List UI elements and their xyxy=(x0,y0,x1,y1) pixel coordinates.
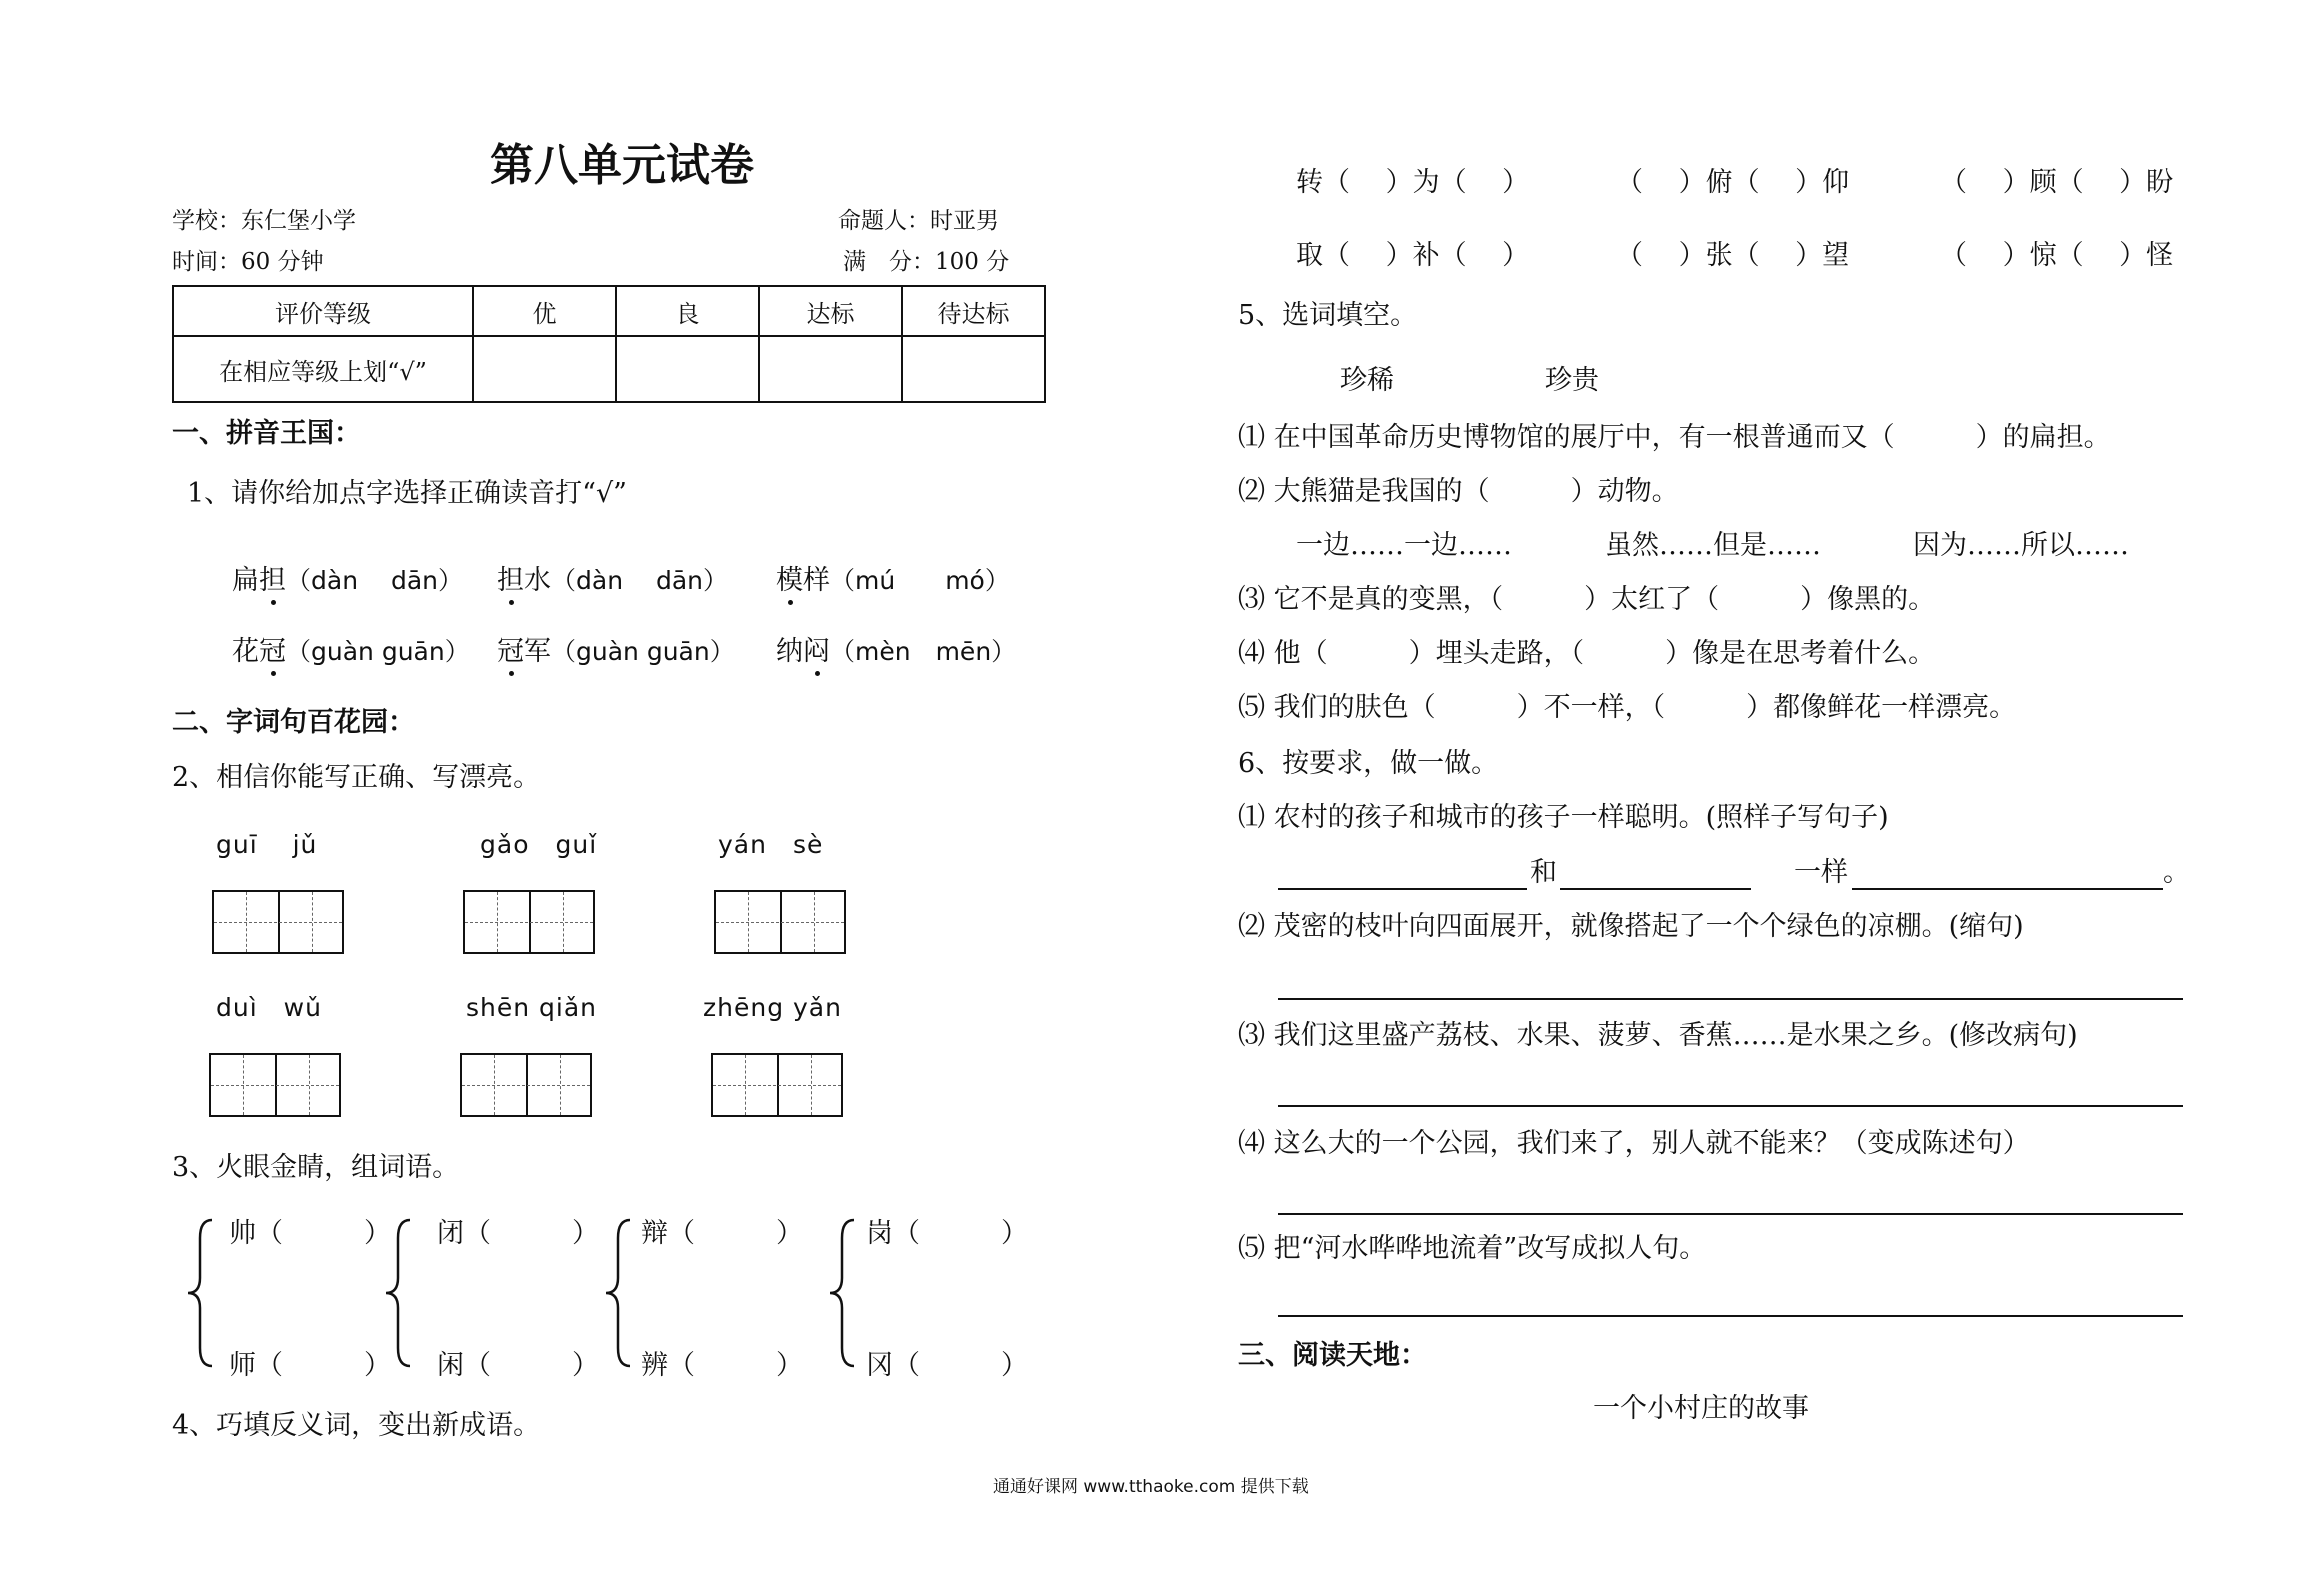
pinyin-item-3: 模样（mú mó） xyxy=(776,565,1010,596)
brace-icon xyxy=(828,1218,858,1368)
grade-header-needs-work: 待达标 xyxy=(902,286,1045,336)
grade-cell-pass[interactable] xyxy=(759,336,902,402)
grade-header-label: 评价等级 xyxy=(173,286,473,336)
section3-title: 三、阅读天地： xyxy=(1238,1340,1427,1371)
word-choice-2: 珍贵 xyxy=(1545,365,1599,396)
word-pair-3-bottom[interactable]: 辨（ ） xyxy=(641,1350,803,1381)
answer-line[interactable] xyxy=(1560,888,1751,890)
dotted-char: 担 xyxy=(259,565,286,596)
section2-title: 二、字词句百花园： xyxy=(172,707,415,738)
idiom-4[interactable]: 取（ ）补（ ） xyxy=(1296,240,1530,271)
question-5-2[interactable]: ⑵ 大熊猫是我国的（ ）动物。 xyxy=(1238,476,1679,507)
grid-pinyin-4: duì wǔ xyxy=(216,993,322,1022)
question-2: 2、相信你能写正确、写漂亮。 xyxy=(172,762,541,793)
writing-grid[interactable] xyxy=(714,890,846,954)
writing-grid[interactable] xyxy=(209,1053,341,1117)
writing-grid[interactable] xyxy=(460,1053,592,1117)
footer-credit: 通通好课网 www.tthaoke.com 提供下载 xyxy=(993,1477,1309,1497)
conjunction-choice-3: 因为……所以…… xyxy=(1913,530,2129,561)
dotted-char: 闷 xyxy=(803,636,830,667)
grade-header-excellent: 优 xyxy=(473,286,616,336)
pinyin-options[interactable]: （mèn mēn） xyxy=(830,637,1017,666)
word-pair-3-top[interactable]: 辩（ ） xyxy=(641,1218,803,1249)
idiom-6[interactable]: （ ）惊（ ）怪 xyxy=(1940,240,2174,271)
answer-line[interactable] xyxy=(1278,1315,2183,1317)
idiom-2[interactable]: （ ）俯（ ）仰 xyxy=(1616,167,1850,198)
answer-line[interactable] xyxy=(1278,1105,2183,1107)
word-pair-4-top[interactable]: 岗（ ） xyxy=(866,1218,1028,1249)
question-6-2: ⑵ 茂密的枝叶向四面展开，就像搭起了一个个绿色的凉棚。(缩句) xyxy=(1238,911,2024,942)
writing-grid[interactable] xyxy=(711,1053,843,1117)
answer-line[interactable] xyxy=(1278,998,2183,1000)
pinyin-options[interactable]: （mú mó） xyxy=(830,566,1010,595)
grade-cell-excellent[interactable] xyxy=(473,336,616,402)
brace-icon xyxy=(604,1218,634,1368)
question-6-5: ⑸ 把“河水哗哗地流着”改写成拟人句。 xyxy=(1238,1233,1707,1264)
question-5: 5、选词填空。 xyxy=(1238,300,1418,331)
question-6-4: ⑷ 这么大的一个公园，我们来了，别人就不能来？（变成陈述句） xyxy=(1238,1128,2030,1159)
sentence-word-he: 和 xyxy=(1530,857,1557,888)
school-label: 学校：东仁堡小学 xyxy=(172,208,356,234)
answer-line[interactable] xyxy=(1278,888,1527,890)
grid-pinyin-2: gǎo guǐ xyxy=(480,830,598,859)
conjunction-choice-1: 一边……一边…… xyxy=(1296,530,1512,561)
grid-pinyin-1: guī jǔ xyxy=(216,830,318,859)
word-pair-1-bottom[interactable]: 师（ ） xyxy=(229,1350,391,1381)
brace-icon xyxy=(186,1218,216,1368)
grade-cell-good[interactable] xyxy=(616,336,759,402)
word-pair-1-top[interactable]: 帅（ ） xyxy=(229,1218,391,1249)
dotted-char: 冠 xyxy=(497,636,524,667)
grade-cell-needs-work[interactable] xyxy=(902,336,1045,402)
grade-header-good: 良 xyxy=(616,286,759,336)
grid-pinyin-6: zhēng yǎn xyxy=(703,993,842,1022)
idiom-3[interactable]: （ ）顾（ ）盼 xyxy=(1940,167,2174,198)
answer-line[interactable] xyxy=(1852,888,2163,890)
question-3: 3、火眼金睛，组词语。 xyxy=(172,1152,460,1183)
conjunction-choice-2: 虽然……但是…… xyxy=(1605,530,1821,561)
question-6: 6、按要求，做一做。 xyxy=(1238,748,1499,779)
dotted-char: 冠 xyxy=(259,636,286,667)
pinyin-options[interactable]: （guàn guān） xyxy=(551,637,735,666)
writing-grid[interactable] xyxy=(463,890,595,954)
pinyin-options[interactable]: （dàn dān） xyxy=(286,566,464,595)
answer-line[interactable] xyxy=(1278,1213,2183,1215)
grade-table xyxy=(172,285,1046,403)
question-6-3: ⑶ 我们这里盛产荔枝、水果、菠萝、香蕉……是水果之乡。(修改病句) xyxy=(1238,1020,2078,1051)
word-pair-4-bottom[interactable]: 冈（ ） xyxy=(866,1350,1028,1381)
sentence-end-mark: 。 xyxy=(2163,857,2190,888)
question-4: 4、巧填反义词，变出新成语。 xyxy=(172,1410,541,1441)
pinyin-item-4: 花冠（guàn guān） xyxy=(232,636,470,667)
time-label: 时间：60 分钟 xyxy=(172,249,324,275)
author-label: 命题人：时亚男 xyxy=(838,208,999,234)
score-label: 满 分：100 分 xyxy=(843,249,1010,275)
grade-row-label: 在相应等级上划“√” xyxy=(173,336,473,402)
story-title: 一个小村庄的故事 xyxy=(1593,1393,1809,1424)
sentence-word-yiyang: 一样 xyxy=(1794,857,1848,888)
pinyin-options[interactable]: （guàn guān） xyxy=(286,637,470,666)
question-5-3[interactable]: ⑶ 它不是真的变黑，（ ）太红了（ ）像黑的。 xyxy=(1238,584,1936,615)
word-choice-1: 珍稀 xyxy=(1340,365,1394,396)
pinyin-item-5: 冠军（guàn guān） xyxy=(497,636,735,667)
question-6-1: ⑴ 农村的孩子和城市的孩子一样聪明。(照样子写句子) xyxy=(1238,802,1889,833)
question-5-1[interactable]: ⑴ 在中国革命历史博物馆的展厅中，有一根普通而又（ ）的扁担。 xyxy=(1238,422,2111,453)
grid-pinyin-3: yán sè xyxy=(718,830,824,859)
pinyin-item-1: 扁担（dàn dān） xyxy=(232,565,464,596)
pinyin-item-2: 担水（dàn dān） xyxy=(497,565,729,596)
word-pair-2-top[interactable]: 闭（ ） xyxy=(437,1218,599,1249)
page-title: 第八单元试卷 xyxy=(490,140,754,191)
question-5-4[interactable]: ⑷ 他（ ）埋头走路，（ ）像是在思考着什么。 xyxy=(1238,638,1936,669)
dotted-char: 模 xyxy=(776,565,803,596)
grid-pinyin-5: shēn qiǎn xyxy=(466,993,598,1022)
word-pair-2-bottom[interactable]: 闲（ ） xyxy=(437,1350,599,1381)
question-5-5[interactable]: ⑸ 我们的肤色（ ）不一样，（ ）都像鲜花一样漂亮。 xyxy=(1238,692,2017,723)
section1-title: 一、拼音王国： xyxy=(172,418,361,449)
question-1: 1、请你给加点字选择正确读音打“√” xyxy=(187,478,627,509)
idiom-1[interactable]: 转（ ）为（ ） xyxy=(1296,167,1530,198)
pinyin-item-6: 纳闷（mèn mēn） xyxy=(776,636,1017,667)
idiom-5[interactable]: （ ）张（ ）望 xyxy=(1616,240,1850,271)
grade-header-pass: 达标 xyxy=(759,286,902,336)
pinyin-options[interactable]: （dàn dān） xyxy=(551,566,729,595)
dotted-char: 担 xyxy=(497,565,524,596)
writing-grid[interactable] xyxy=(212,890,344,954)
